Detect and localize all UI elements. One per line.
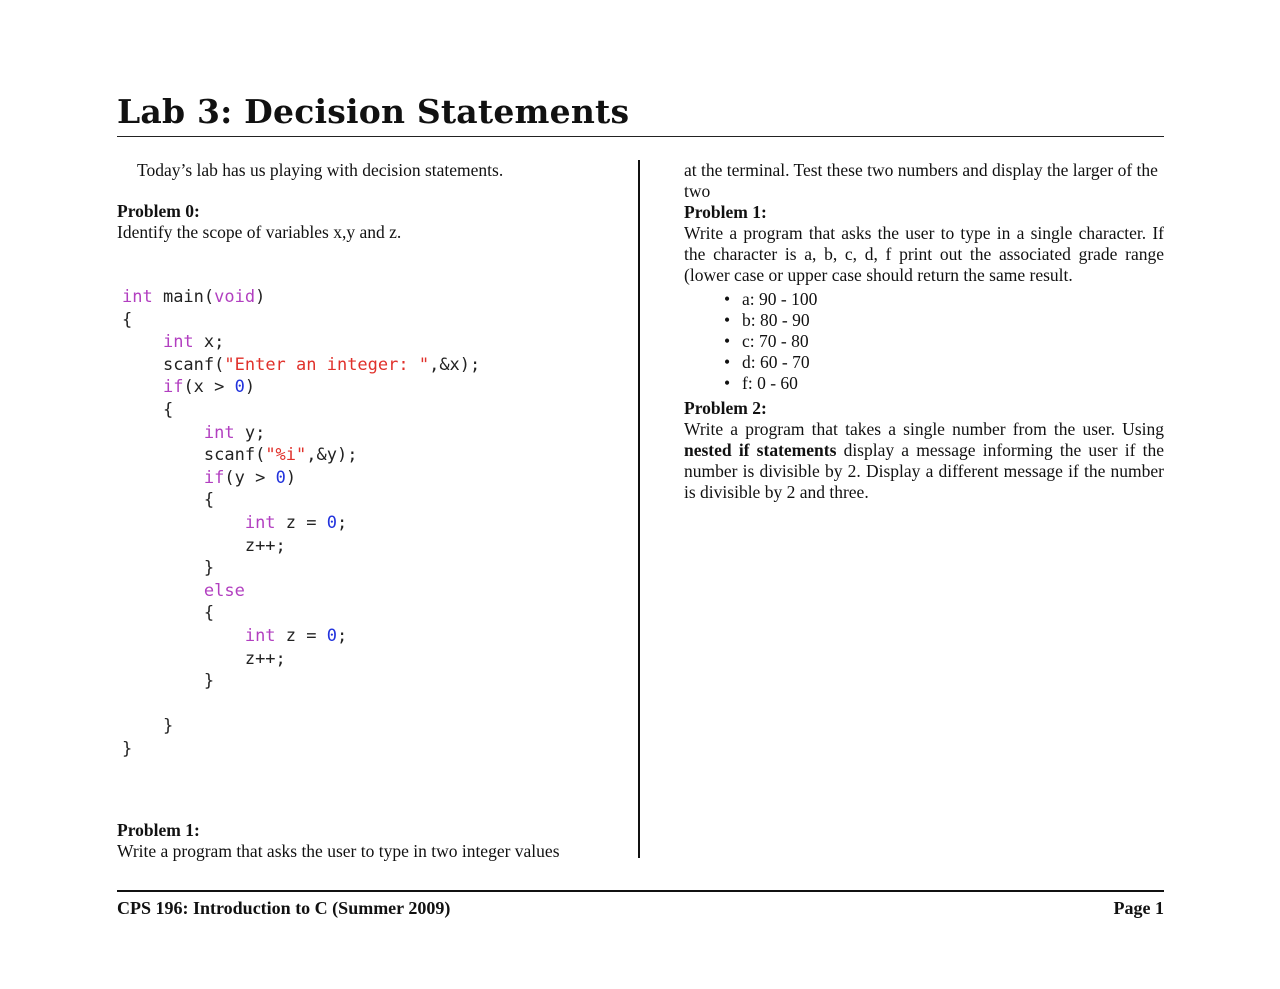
code-keyword: else xyxy=(203,580,245,601)
problem1-heading-right: Problem 1: xyxy=(684,202,767,222)
code-text: z++; xyxy=(244,535,286,556)
code-text: z = xyxy=(275,625,327,646)
code-text: } xyxy=(162,716,174,737)
code-text: } xyxy=(203,558,215,579)
left-column-bottom xyxy=(117,820,617,862)
title-divider xyxy=(117,136,1164,137)
footer-divider xyxy=(117,890,1164,892)
code-text: scanf( xyxy=(203,445,266,466)
code-text: ; xyxy=(336,625,348,646)
problem1-text-right: Write a program that asks the user to type in a single character. If the character is a, b, c, d, f print out the associated grade range (lower case or upper case should return the same result. xyxy=(684,223,1164,285)
code-string: "%i" xyxy=(265,445,307,466)
code-text: } xyxy=(122,738,133,759)
grade-list xyxy=(684,289,1164,394)
code-text: z = xyxy=(275,512,327,533)
code-text: } xyxy=(203,671,215,692)
code-keyword: int xyxy=(244,625,276,646)
code-text: { xyxy=(162,399,174,420)
code-text: ) xyxy=(255,287,266,307)
code-listing xyxy=(122,286,480,760)
code-text: y; xyxy=(234,422,266,443)
code-text: { xyxy=(203,603,215,624)
problem2-text-a: Write a program that takes a single number from the user. Using xyxy=(684,419,1164,439)
left-column xyxy=(117,160,617,243)
problem1-heading-left: Problem 1: xyxy=(117,820,200,840)
code-keyword: int xyxy=(203,422,235,443)
continued-text: at the terminal. Test these two numbers and display the larger of the two xyxy=(684,160,1158,201)
code-text: { xyxy=(122,309,133,330)
footer-page-number: Page 1 xyxy=(1113,898,1164,918)
code-number: 0 xyxy=(275,467,286,488)
code-text: x; xyxy=(193,332,225,353)
code-keyword: if xyxy=(203,467,225,488)
code-keyword: int xyxy=(244,512,276,533)
footer-course: CPS 196: Introduction to C (Summer 2009) xyxy=(117,898,451,918)
code-number: 0 xyxy=(326,625,337,646)
page-title: Lab 3: Decision Statements xyxy=(117,92,630,131)
list-item: • d: 60 - 70 xyxy=(724,352,1164,373)
list-item: • b: 80 - 90 xyxy=(724,310,1164,331)
code-text: scanf( xyxy=(162,354,225,375)
problem0-heading: Problem 0: xyxy=(117,201,200,221)
list-item: • c: 70 - 80 xyxy=(724,331,1164,352)
code-number: 0 xyxy=(326,512,337,533)
problem1-text-left: Write a program that asks the user to type in two integer values xyxy=(117,841,560,861)
code-text: { xyxy=(203,490,215,511)
code-string: "Enter an integer: " xyxy=(224,354,430,375)
code-text: (y > xyxy=(224,467,276,488)
code-text: ; xyxy=(336,512,348,533)
code-keyword: void xyxy=(214,287,256,307)
intro-text: Today’s lab has us playing with decision statements. xyxy=(137,160,504,180)
code-keyword: if xyxy=(162,377,184,398)
list-item: • f: 0 - 60 xyxy=(724,373,1164,394)
problem2-text xyxy=(684,419,1164,503)
right-column xyxy=(684,160,1164,503)
code-text: (x > xyxy=(183,377,235,398)
column-divider xyxy=(638,160,640,858)
code-keyword: int xyxy=(122,287,153,307)
code-keyword: int xyxy=(162,332,194,353)
code-text: main( xyxy=(152,287,215,307)
problem0-text: Identify the scope of variables x,y and z. xyxy=(117,222,402,242)
list-item: • a: 90 - 100 xyxy=(724,289,1164,310)
code-text: ,&x); xyxy=(429,354,481,375)
code-text: ) xyxy=(244,377,256,398)
problem2-text-b: display a message informing the user if the number is divisible by 2. Display a different message if the number is divisible by 2 and three. xyxy=(684,440,1165,502)
problem2-heading: Problem 2: xyxy=(684,398,767,418)
problem2-bold: nested if statements xyxy=(684,440,837,460)
code-number: 0 xyxy=(234,377,245,398)
code-text: ,&y); xyxy=(306,445,358,466)
code-text: z++; xyxy=(244,648,286,669)
code-text: ) xyxy=(285,467,297,488)
